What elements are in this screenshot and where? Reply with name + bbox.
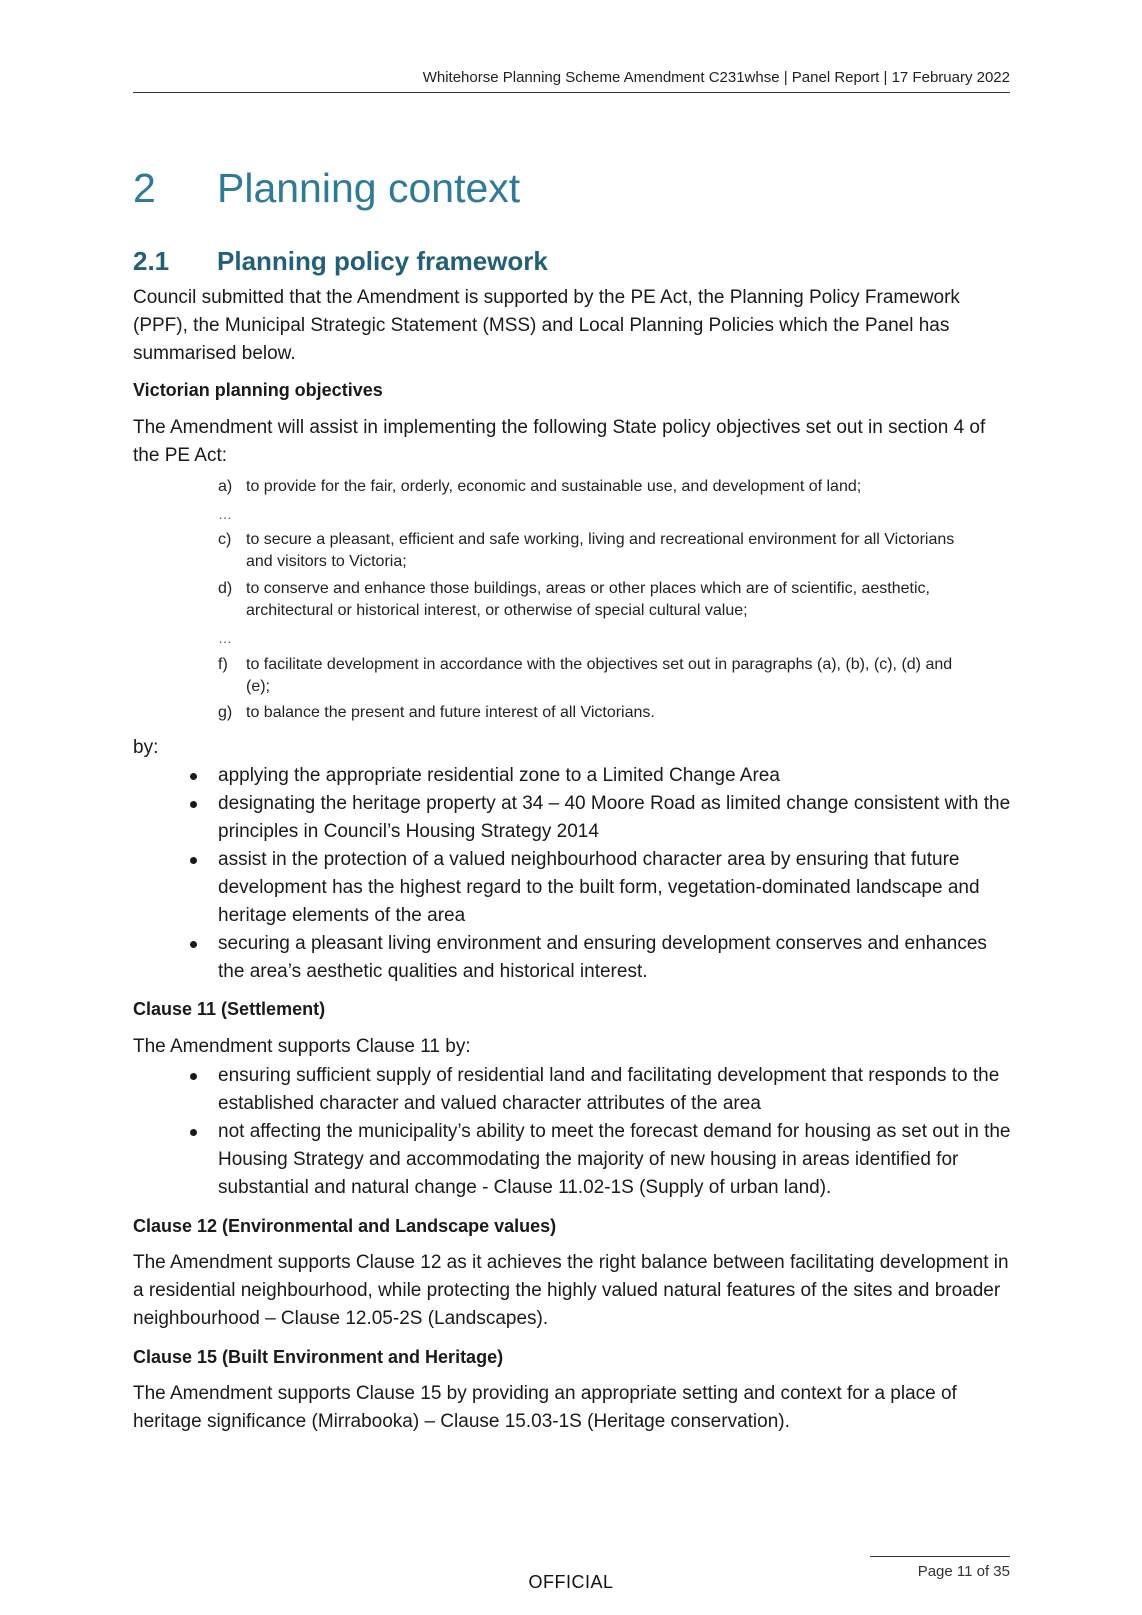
classification-label: OFFICIAL	[528, 1572, 614, 1592]
list-item: applying the appropriate residential zone to a Limited Change Area	[190, 762, 1015, 790]
objective-d-text: to conserve and enhance those buildings, areas or other places which are of scientific, aesthetic, architectural or historical interest, or otherwise of special cultural value;	[246, 580, 930, 619]
quote-ellipsis: …	[218, 630, 232, 646]
chapter-heading	[133, 163, 520, 213]
objective-a-text: to provide for the fair, orderly, economic and sustainable use, and development of land;	[246, 478, 862, 495]
clause15-paragraph: The Amendment supports Clause 15 by providing an appropriate setting and context for a place of heritage significance (Mirrabooka) – Clause 15.03-1S (Heritage conservation).	[133, 1383, 957, 1432]
objective-g	[218, 702, 978, 724]
victorian-bullet-list	[190, 762, 1015, 986]
objective-g-label: g)	[218, 704, 233, 721]
objective-d-label: d)	[218, 580, 233, 597]
objective-a-label: a)	[218, 478, 233, 495]
objective-g-text: to balance the present and future interest of all Victorians.	[246, 704, 655, 721]
clause15-heading: Clause 15 (Built Environment and Heritage)	[133, 1347, 504, 1367]
bullet-icon	[190, 857, 197, 864]
clause11-bullet-list	[190, 1062, 1015, 1202]
bullet-icon	[190, 1073, 197, 1080]
footer-divider	[870, 1556, 1010, 1557]
list-item: not affecting the municipality’s ability to meet the forecast demand for housing as set out in the Housing Strategy and accommodating the majority of new housing in areas identified for substantial and natural change - Clause 11.02-1S (Supply of urban land).	[190, 1118, 1015, 1202]
quote-ellipsis: …	[218, 506, 232, 522]
intro-paragraph: Council submitted that the Amendment is supported by the PE Act, the Planning Policy Framework (PPF), the Municipal Strategic Statement (MSS) and Local Planning Policies which the Panel has summarised below.	[133, 287, 960, 364]
objective-d	[218, 578, 978, 622]
objective-c-label: c)	[218, 531, 232, 548]
victorian-objectives-heading: Victorian planning objectives	[133, 380, 383, 400]
bullet-icon	[190, 773, 197, 780]
list-item: securing a pleasant living environment and ensuring development conserves and enhances the area’s aesthetic qualities and historical interest.	[190, 930, 1015, 986]
page-number: Page 11 of 35	[917, 1563, 1010, 1580]
clause12-heading: Clause 12 (Environmental and Landscape values)	[133, 1216, 557, 1236]
list-item: assist in the protection of a valued neighbourhood character area by ensuring that future development has the highest regard to the built form, vegetation-dominated landscape and heritage elements of the area	[190, 846, 1015, 930]
clause11-paragraph: The Amendment supports Clause 11 by:	[133, 1036, 471, 1057]
section-heading	[133, 244, 548, 278]
section-title: Planning policy framework	[217, 246, 548, 276]
section-number: 2.1	[133, 246, 170, 276]
objective-c-text: to secure a pleasant, efficient and safe working, living and recreational environment for all Victorians and visitors to Victoria;	[246, 531, 955, 570]
objective-c	[218, 529, 978, 573]
objective-f-text: to facilitate development in accordance with the objectives set out in paragraphs (a), (b), (c), (d) and (e);	[246, 656, 953, 695]
by-text: by:	[133, 737, 159, 758]
running-header: Whitehorse Planning Scheme Amendment C231whse | Panel Report | 17 February 2022	[133, 68, 1010, 93]
list-item: ensuring sufficient supply of residential land and facilitating development that responds to the established character and valued character attributes of the area	[190, 1062, 1015, 1118]
chapter-number: 2	[133, 165, 156, 211]
clause12-paragraph: The Amendment supports Clause 12 as it achieves the right balance between facilitating development in a residential neighbourhood, while protecting the highly valued natural features of the sites and broader neighbourhood – Clause 12.05-2S (Landscapes).	[133, 1252, 1009, 1329]
bullet-icon	[190, 941, 197, 948]
victorian-objectives-paragraph: The Amendment will assist in implementing the following State policy objectives set out in section 4 of the PE Act:	[133, 417, 986, 466]
clause11-heading: Clause 11 (Settlement)	[133, 999, 326, 1019]
objective-a	[218, 476, 978, 498]
objective-f-label: f)	[218, 656, 228, 673]
chapter-title: Planning context	[217, 165, 521, 211]
bullet-icon	[190, 1129, 197, 1136]
list-item: designating the heritage property at 34 – 40 Moore Road as limited change consistent with the principles in Council’s Housing Strategy 2014	[190, 790, 1015, 846]
bullet-icon	[190, 801, 197, 808]
objective-f	[218, 654, 978, 698]
